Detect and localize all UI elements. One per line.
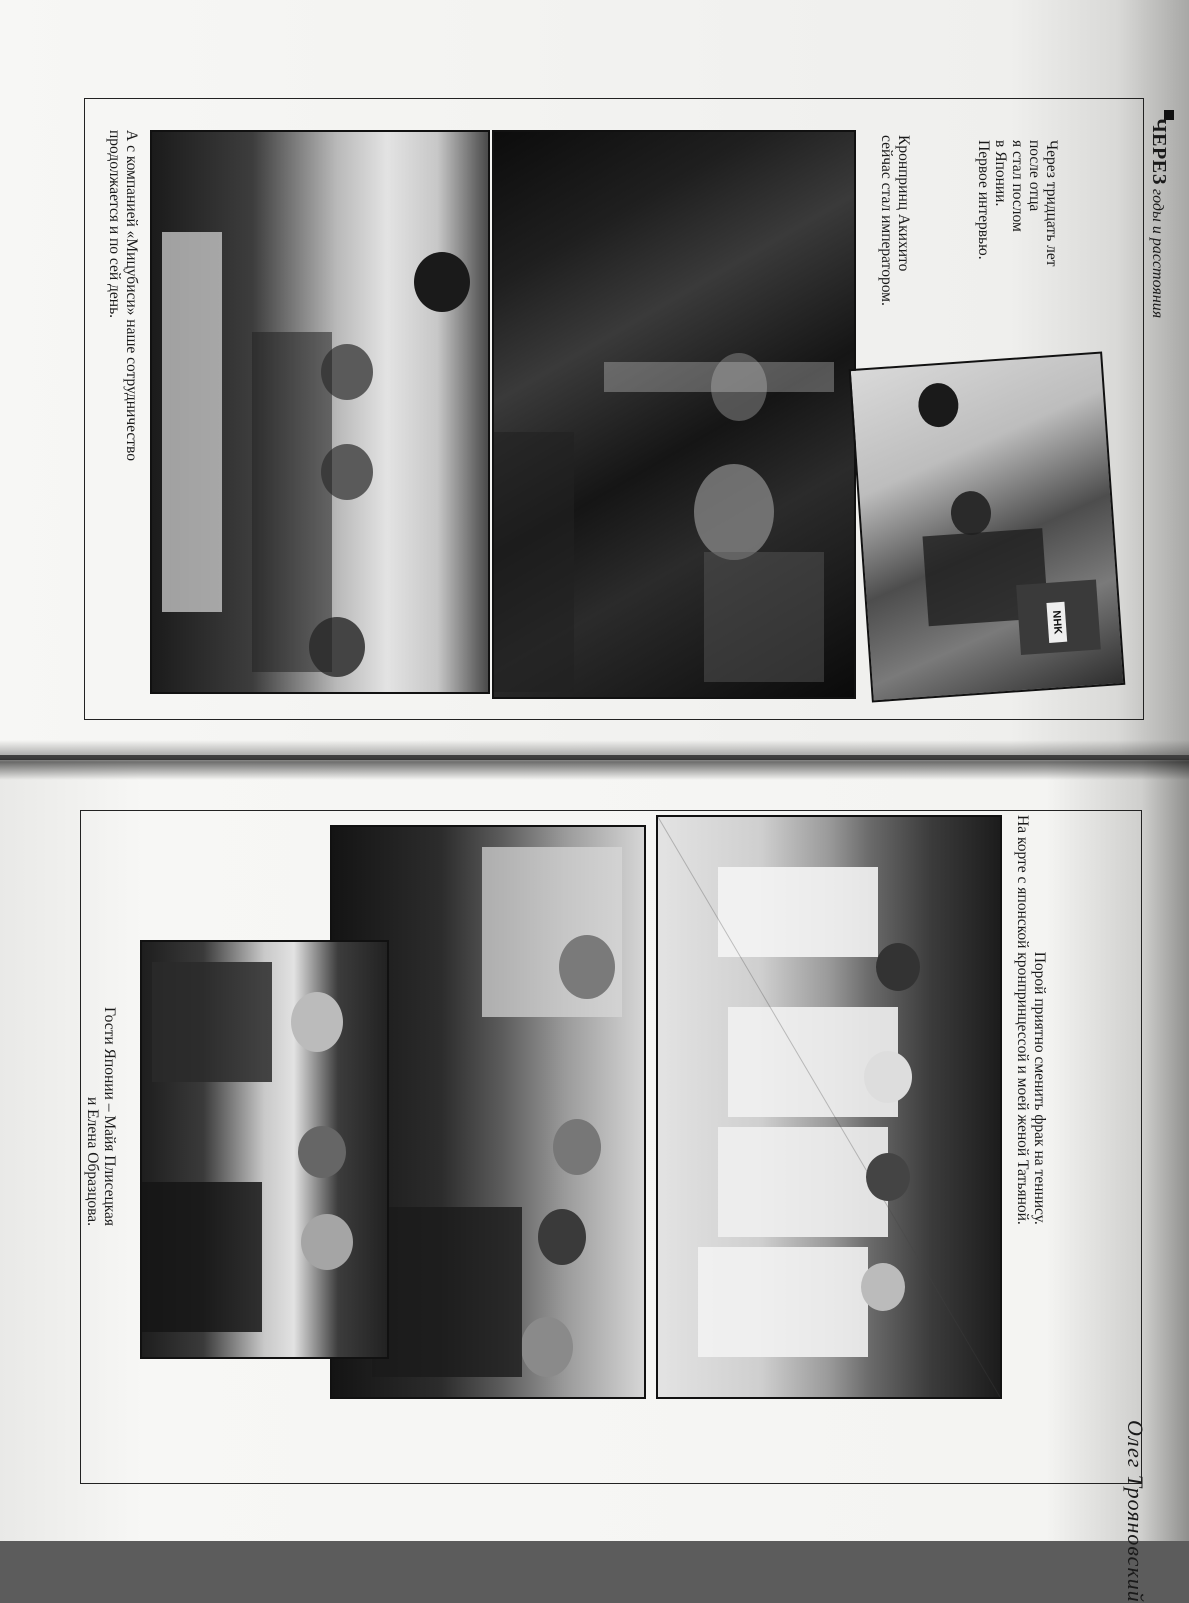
caption-line: и Елена Образцова. [84,1097,101,1227]
photo-interview-image [851,354,1123,701]
caption-mitsubishi [106,130,140,461]
running-head [1147,118,1170,318]
caption-line: продолжается и по сей день. [106,130,123,319]
caption-crown-prince [878,135,912,306]
caption-line: Первое интервью. [975,140,992,260]
photo-guests [140,940,389,1359]
caption-line: сейчас стал императором. [878,135,895,306]
author-name: Олег Трояновский [1123,1420,1148,1603]
photo-tennis-image [658,817,1000,1397]
running-head-bold: ЧЕРЕЗ [1148,118,1170,185]
caption-line: Порой приятно сменить фрак на теннису. [1031,951,1048,1225]
caption-ambassador [975,140,1060,267]
caption-line: Кронпринц Акихито [895,135,912,272]
photo-crown-prince-image [494,132,854,697]
caption-line: Через тридцать лет [1043,140,1060,267]
photo-mitsubishi-image [152,132,488,692]
running-head-italic: годы и расстояния [1149,188,1166,319]
photo-guests-image [142,942,387,1357]
caption-guests [84,1007,118,1226]
nhk-sign: NHK [1046,602,1067,643]
caption-line: На корте с японской кронпринцессой и моей женой Татьяной. [1014,815,1031,1225]
book-gutter [0,740,1189,780]
photo-mitsubishi [150,130,490,694]
caption-tennis [1014,815,1048,1225]
caption-line: в Японии. [992,140,1009,207]
photo-crown-prince [492,130,856,699]
caption-line: Гости Японии – Майя Плисецкая [101,1007,118,1227]
bottom-page [0,760,1189,1603]
photo-interview [849,352,1126,703]
caption-line: после отца [1026,140,1043,212]
caption-line: я стал послом [1009,140,1026,232]
caption-line: А с компанией «Мицубиси» наше сотрудничество [123,130,140,462]
photo-tennis [656,815,1002,1399]
top-page [0,0,1189,755]
